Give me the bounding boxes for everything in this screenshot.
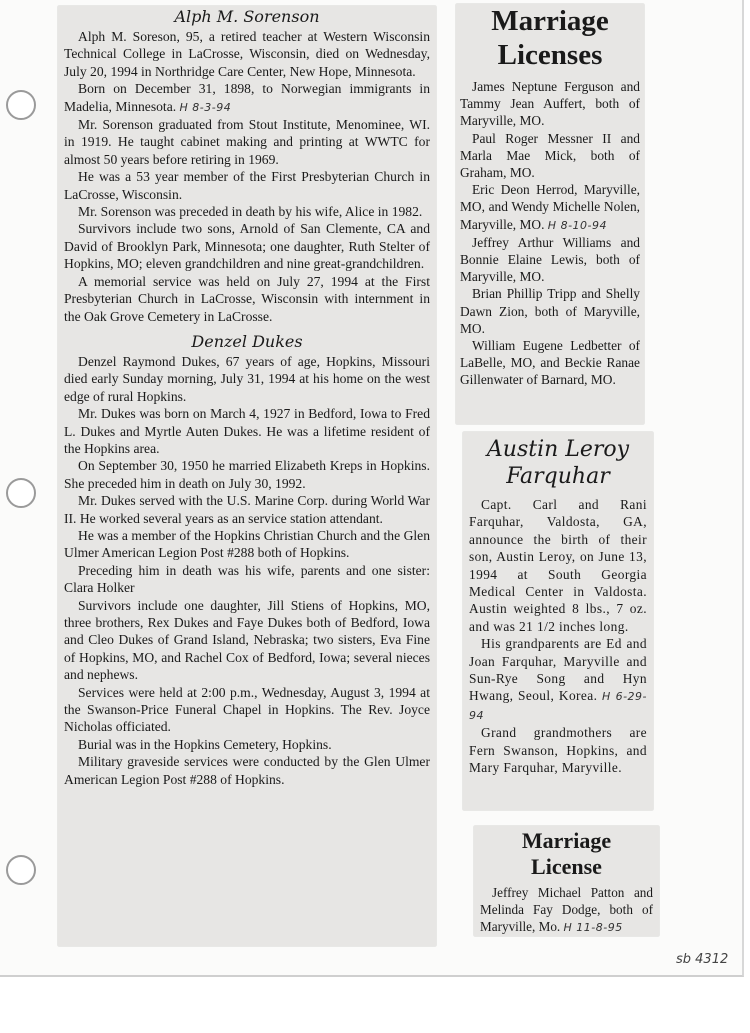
binder-hole	[6, 855, 36, 885]
obituary-paragraph: Born on December 31, 1898, to Norwegian immigrants in Madelia, Minnesota. H 8-3-94	[64, 81, 430, 114]
license-entry: Jeffrey Michael Patton and Melinda Fay Dodge, both of Maryville, Mo. H 11-8-95	[480, 885, 653, 934]
license-entry: Brian Phillip Tripp and Shelly Dawn Zion, both of Maryville, MO.	[460, 286, 640, 336]
birth-paragraph: His grandparents are Ed and Joan Farquhar, Maryville and Sun-Rye Song and Hyn Hwang, Seoul, Korea. H 6-29-94	[469, 636, 648, 722]
handwritten-date: H 11-8-95	[563, 921, 623, 934]
obituary-paragraph: Mr. Dukes served with the U.S. Marine Corp. during World War II. He worked several years as an service station attendant.	[64, 493, 430, 526]
obituary-heading: Alph M. Sorenson	[174, 7, 320, 26]
obituary-paragraph: Burial was in the Hopkins Cemetery, Hopkins.	[78, 736, 332, 752]
obituary-paragraph: Denzel Raymond Dukes, 67 years of age, Hopkins, Missouri died early Sunday morning, July 31, 1994 at his home on the west edge of rural Hopkins.	[64, 353, 430, 404]
binder-hole	[6, 478, 36, 508]
marriage-licenses-clipping	[456, 4, 644, 424]
obituary-paragraph: Military graveside services were conducted by the Glen Ulmer American Legion Post #288 of Hopkins.	[64, 754, 430, 787]
handwritten-date: H 6-29-94	[469, 690, 648, 722]
obituary-paragraph: Alph M. Soreson, 95, a retired teacher at Western Wisconsin Technical College in LaCrosse, Wisconsin, died on Wednesday, July 20, 1994 in Northridge Care Center, New Hope, Minnesota.	[64, 29, 430, 79]
marriage-licenses-title: Marriage Licenses	[491, 5, 609, 71]
handwritten-date: H 8-10-94	[547, 218, 607, 232]
birth-paragraph: Grand grandmothers are Fern Swanson, Hopkins, and Mary Farquhar, Maryville.	[469, 725, 647, 776]
obituary-paragraph: He was a member of the Hopkins Christian Church and the Glen Ulmer American Legion Post #288 both of Hopkins.	[64, 527, 430, 561]
obituary-body	[58, 353, 436, 788]
obituary-paragraph: Services were held at 2:00 p.m., Wednesday, August 3, 1994 at the Swanson-Price Funeral Chapel in Hopkins. The Rev. Joyce Nicholas officiated.	[64, 684, 430, 735]
birth-announcement-clipping	[463, 432, 653, 810]
obituary-body	[58, 28, 436, 325]
catalog-number: sb 4312	[676, 952, 729, 967]
birth-paragraph: Capt. Carl and Rani Farquhar, Valdosta, GA, announce the birth of their son, Austin Leroy, on June 13, 1994 at South Georgia Medical Center in Valdosta. Austin weighted 8 lbs., 7 oz. and was 21 1/2 inches long.	[469, 497, 647, 634]
license-entry: James Neptune Ferguson and Tammy Jean Auffert, both of Maryville, MO.	[460, 79, 640, 129]
birth-announcement-body	[463, 496, 653, 777]
obituary-paragraph: Mr. Dukes was born on March 4, 1927 in Bedford, Iowa to Fred L. Dukes and Myrtle Auten Dukes. He was a lifetime resident of the Hopkins area.	[64, 406, 430, 456]
marriage-license-title: Marriage License	[521, 828, 612, 879]
obituary-paragraph: Mr. Sorenson was preceded in death by his wife, Alice in 1982.	[78, 204, 423, 220]
marriage-licenses-list	[456, 78, 644, 389]
handwritten-date: H 8-3-94	[179, 100, 232, 114]
obituary-heading: Denzel Dukes	[191, 331, 303, 351]
binder-hole	[6, 90, 36, 120]
obituary-paragraph: A memorial service was held on July 27, 1994 at the First Presbyterian Church in LaCrosse, Wisconsin with internment in the Oak Grove Cemetery in LaCrosse.	[64, 273, 430, 324]
license-entry: William Eugene Ledbetter of LaBelle, MO, and Beckie Ranae Gillenwater of Barnard, MO.	[460, 338, 640, 388]
marriage-license-clipping	[474, 826, 659, 936]
birth-announcement-title: Austin Leroy Farquhar	[486, 437, 630, 489]
obituary-paragraph: Mr. Sorenson graduated from Stout Institute, Menominee, WI. in 1919. He taught cabinet making and printing at WWTC for almost 50 years before retiring in 1969.	[64, 117, 430, 167]
marriage-license-body	[474, 884, 659, 936]
license-entry: Jeffrey Arthur Williams and Bonnie Elaine Lewis, both of Maryville, MO.	[460, 234, 640, 285]
obituary-paragraph: On September 30, 1950 he married Elizabeth Kreps in Hopkins. She preceded him in death on July 30, 1992.	[64, 458, 430, 491]
obituary-paragraph: Survivors include one daughter, Jill Stiens of Hopkins, MO, three brothers, Rex Dukes and Faye Dukes both of Bedford, Iowa and Cleo Dukes of Grand Island, Nebraska; two sisters, Eva Fine of Hopkins, MO, and Rachel Cox of Bedford, Iowa; several nieces and nephews.	[64, 597, 430, 683]
obituary-paragraph: Preceding him in death was his wife, parents and one sister: Clara Holker	[64, 562, 430, 596]
obituary-paragraph: Survivors include two sons, Arnold of San Clemente, CA and David of Brooklyn Park, Minnesota; one daughter, Ruth Stelter of Hopkins, MO; eleven grandchildren and nine great-grandchildren.	[64, 221, 430, 272]
obituary-paragraph: He was a 53 year member of the First Presbyterian Church in LaCrosse, Wisconsin.	[64, 169, 430, 202]
license-entry: Paul Roger Messner II and Marla Mae Mick, both of Graham, MO.	[460, 130, 640, 181]
license-entry: Eric Deon Herrod, Maryville, MO, and Wendy Michelle Nolen, Maryville, MO. H 8-10-94	[460, 182, 640, 232]
obituary-clipping	[58, 6, 436, 946]
